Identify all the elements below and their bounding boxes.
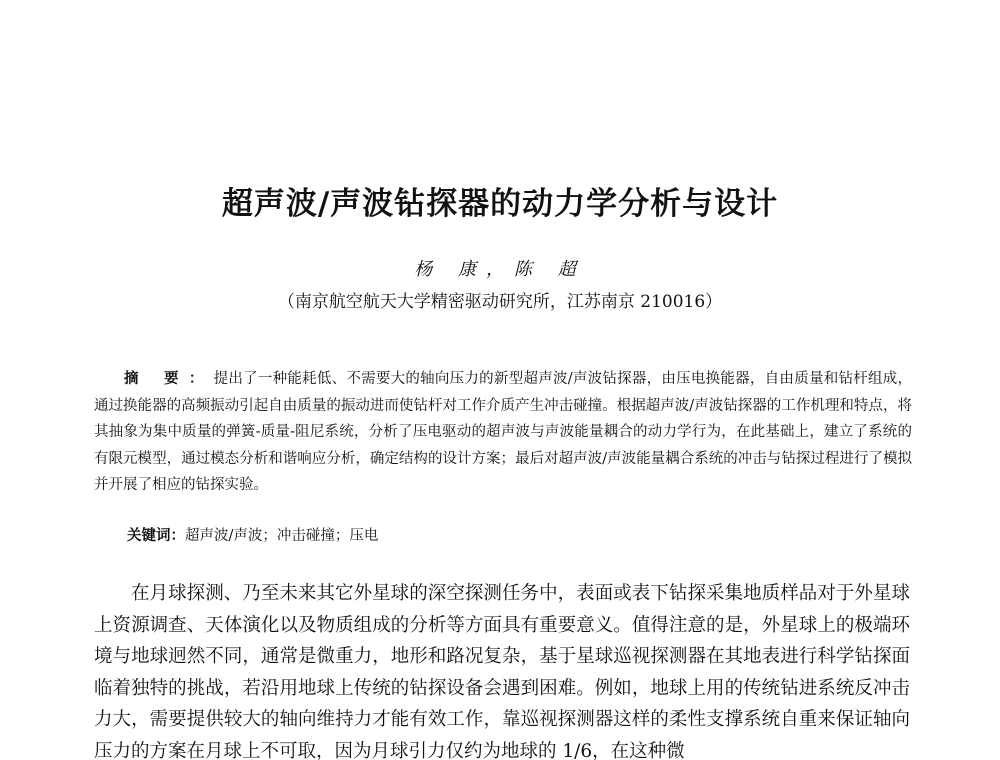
abstract-text: 提出了一种能耗低、不需要大的轴向压力的新型超声波/声波钻探器，由压电换能器，自由质量和钻杆组成，通过换能器的高频振动引起自由质量的振动进而使钻杆对工作介质产生冲击碰撞。根据超声波/声波钻探器的工作机理和特点，将其抽象为集中质量的弹簧-质量-阻尼系统，分析了压电驱动的超声波与声波能量耦合的动力学行为，在此基础上，建立了系统的有限元模型，通过模态分析和谐响应分析，确定结构的设计方案；最后对超声波/声波能量耦合系统的冲击与钻探过程进行了模拟并开展了相应的钻探实验。 (94, 371, 912, 493)
abstract (94, 366, 912, 499)
keywords-label: 关键词： (127, 528, 185, 544)
paper-affiliation: （南京航空航天大学精密驱动研究所，江苏南京 210016） (277, 292, 723, 312)
paper-title: 超声波/声波钻探器的动力学分析与设计 (221, 186, 779, 222)
keywords-text: 超声波/声波；冲击碰撞；压电 (185, 528, 379, 544)
paper-authors: 杨 康，陈 超 (414, 259, 586, 280)
abstract-label: 摘 要： (124, 371, 214, 387)
keywords (127, 524, 907, 545)
body-paragraph: 在月球探测、乃至未来其它外星球的深空探测任务中，表面或表下钻探采集地质样品对于外星球上资源调查、天体演化以及物质组成的分析等方面具有重要意义。值得注意的是，外星球上的极端环境与地球迥然不同，通常是微重力，地形和路况复杂，基于星球巡视探测器在其地表进行科学钻探面临着独特的挑战，若沿用地球上传统的钻探设备会遇到困难。例如，地球上用的传统钻进系统反冲击力大，需要提供较大的轴向维持力才能有效工作，靠巡视探测器这样的柔性支撑系统自重来保证轴向压力的方案在月球上不可取，因为月球引力仅约为地球的 1/6，在这种微 (94, 583, 910, 760)
